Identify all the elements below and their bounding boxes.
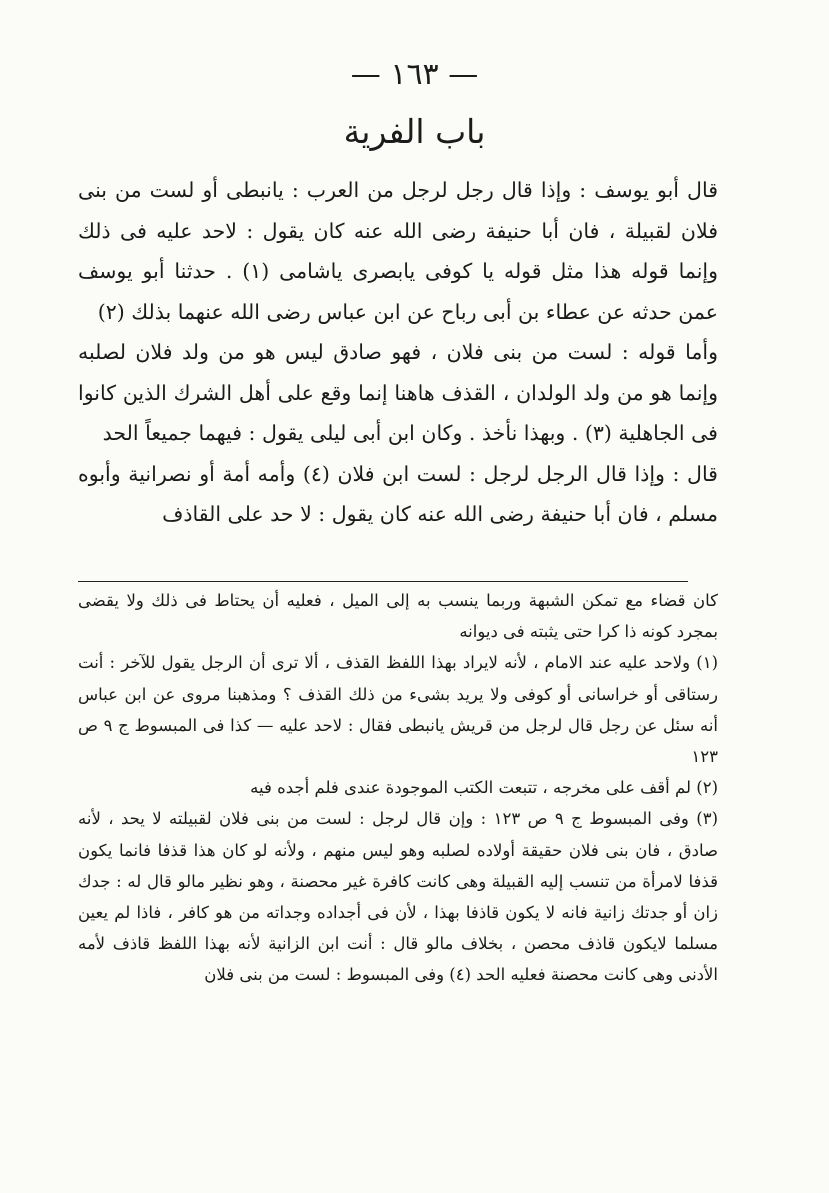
main-paragraph: وأما قوله : لست من بنى فلان ، فهو صادق ليس هو من ولد فلان لصلبه وإنما هو من ولد الولدان ، القذف هاهنا إنما وقع على أهل الشرك الذين كانوا فى الجاهلية (٣) . وبهذا نأخذ . وكان ابن أبى ليلى يقول : فيهما جميعاً الحد: [78, 340, 718, 445]
footnotes: [78, 585, 718, 991]
page-number: — ١٦٣ —: [350, 57, 479, 92]
main-paragraph: قال : وإذا قال الرجل لرجل : لست ابن فلان (٤) وأمه أمة أو نصرانية وأبوه مسلم ، فان أبا حنيفة رضى الله عنه كان يقول : لا حد على القاذف: [78, 461, 718, 526]
footnote-1: (١) ولاحد عليه عند الامام ، لأنه لايراد بهذا اللفظ القذف ، ألا ترى أن الرجل يقول للآخر : أنت رستاقى أو خراسانى أو كوفى ولا يريد بشىء من ذلك القذف ؟ ومذهبنا مروى عن ابن عباس أنه سئل عن رجل قال لرجل من قريش يانبطى فقال : لاحد عليه — كذا فى المبسوط ج ٩ ص ١٢٣: [78, 653, 718, 767]
chapter-title: باب الفرية: [343, 112, 486, 151]
footnote-separator: [78, 581, 688, 582]
footnote-continuation: كان قضاء مع تمكن الشبهة وربما ينسب به إلى الميل ، فعليه أن يحتاط فى ذلك ولا يقضى بمجرد كونه ذا كرا حتى يثبته فى ديوانه: [78, 591, 718, 642]
footnote-3: (٣) وفى المبسوط ج ٩ ص ١٢٣ : وإن قال لرجل : لست من بنى فلان لقبيلته لا يحد ، لأنه صادق ، فان بنى فلان حقيقة أولاده لصلبه وهو ليس منهم ، ولأنه لو كان هذا قذفا فانما يكون قذفا لامرأة من تنسب إليه القبيلة وهى كانت كافرة غير محصنة ، وهو نظير مالو قال له : جدك زان أو جدتك زانية فانه لا يكون قاذفا بهذا ، لأن فى أجداده وجداته من هو كافر ، فاذا لم يعين مسلما لايكون قاذف محصن ، بخلاف مالو قال : أنت ابن الزانية لأنه بهذا اللفظ قاذف لأمه الأدنى وهى كانت محصنة فعليه الحد (٤) وفى المبسوط : لست من بنى فلان: [78, 809, 718, 985]
main-text: [78, 170, 718, 535]
main-paragraph: قال أبو يوسف : وإذا قال رجل لرجل من العرب : يانبطى أو لست من بنى فلان لقبيلة ، فان أبا حنيفة رضى الله عنه كان يقول : لاحد عليه فى ذلك وإنما قوله هذا مثل قوله يا كوفى يابصرى ياشامى (١) . حدثنا أبو يوسف عمن حدثه عن عطاء بن أبى رباح عن ابن عباس رضى الله عنهما بذلك (٢): [78, 178, 718, 324]
footnote-2: (٢) لم أقف على مخرجه ، تتبعت الكتب الموجودة عندى فلم أجده فيه: [250, 778, 718, 798]
